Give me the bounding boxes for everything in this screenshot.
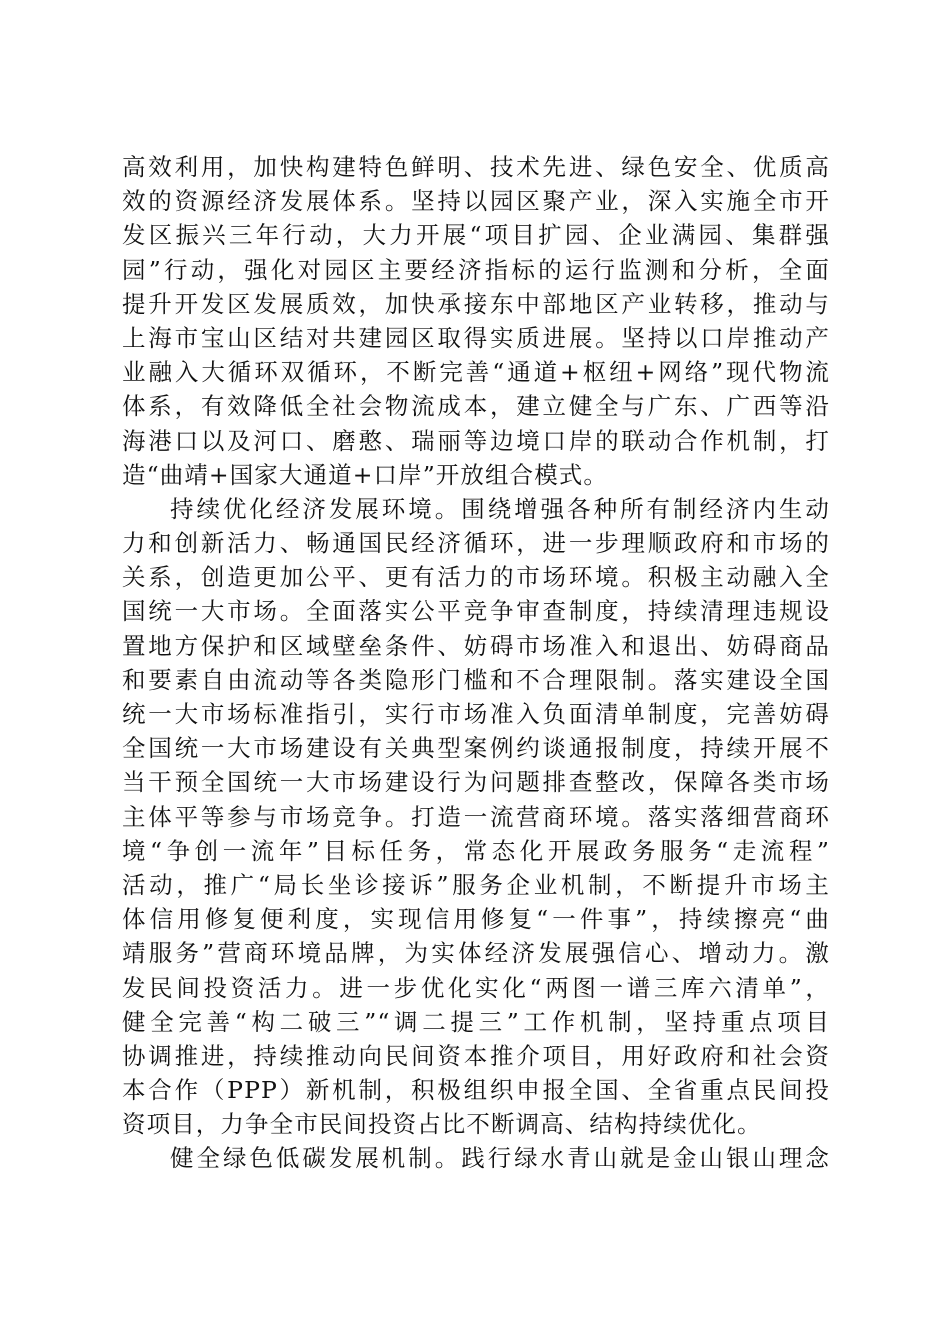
text-line-27: 协调推进，持续推动向民间资本推介项目，用好政府和社会资 xyxy=(122,1041,830,1070)
text-line-18: 全国统一大市场建设有关典型案例约谈通报制度，持续开展不 xyxy=(122,734,830,763)
text-line-10: 造“曲靖+国家大通道+口岸”开放组合模式。 xyxy=(122,460,609,489)
text-line-29: 资项目，力争全市民间投资占比不断调高、结构持续优化。 xyxy=(122,1110,762,1139)
text-line-14: 国统一大市场。全面落实公平竞争审查制度，持续清理违规设 xyxy=(122,597,830,626)
text-line-23: 体信用修复便利度，实现信用修复“一件事”，持续擦亮“曲 xyxy=(122,905,830,934)
text-line-11: 持续优化经济发展环境。围绕增强各种所有制经济内生动 xyxy=(170,494,830,523)
text-line-2: 效的资源经济发展体系。坚持以园区聚产业，深入实施全市开 xyxy=(122,187,830,216)
text-line-22: 活动，推广“局长坐诊接诉”服务企业机制，不断提升市场主 xyxy=(122,870,830,899)
text-line-25: 发民间投资活力。进一步优化实化“两图一谱三库六清单”， xyxy=(122,973,830,1002)
text-line-16: 和要素自由流动等各类隐形门槛和不合理限制。落实建设全国 xyxy=(122,665,830,694)
text-line-19: 当干预全国统一大市场建设行为问题排查整改，保障各类市场 xyxy=(122,768,830,797)
text-line-3: 发区振兴三年行动，大力开展“项目扩园、企业满园、集群强 xyxy=(122,221,830,250)
text-line-12: 力和创新活力、畅通国民经济循环，进一步理顺政府和市场的 xyxy=(122,529,830,558)
text-line-9: 海港口以及河口、磨憨、瑞丽等边境口岸的联动合作机制，打 xyxy=(122,426,830,455)
document-body xyxy=(122,150,830,1176)
text-line-5: 提升开发区发展质效，加快承接东中部地区产业转移，推动与 xyxy=(122,289,830,318)
text-line-6: 上海市宝山区结对共建园区取得实质进展。坚持以口岸推动产 xyxy=(122,323,830,352)
text-line-30: 健全绿色低碳发展机制。践行绿水青山就是金山银山理念 xyxy=(170,1144,830,1173)
text-line-7: 业融入大循环双循环，不断完善“通道+枢纽+网络”现代物流 xyxy=(122,358,830,387)
text-line-20: 主体平等参与市场竞争。打造一流营商环境。落实落细营商环 xyxy=(122,802,830,831)
text-line-24: 靖服务”营商环境品牌，为实体经济发展强信心、增动力。激 xyxy=(122,939,830,968)
text-line-4: 园”行动，强化对园区主要经济指标的运行监测和分析，全面 xyxy=(122,255,830,284)
text-line-17: 统一大市场标准指引，实行市场准入负面清单制度，完善妨碍 xyxy=(122,700,830,728)
text-line-26: 健全完善“构二破三”“调二提三”工作机制，坚持重点项目 xyxy=(122,1007,830,1036)
text-line-8: 体系，有效降低全社会物流成本，建立健全与广东、广西等沿 xyxy=(122,392,830,421)
text-line-13: 关系，创造更加公平、更有活力的市场环境。积极主动融入全 xyxy=(122,563,830,592)
text-line-21: 境“争创一流年”目标任务，常态化开展政务服务“走流程” xyxy=(122,836,830,865)
text-line-28: 本合作（PPP）新机制，积极组织申报全国、全省重点民间投 xyxy=(122,1076,830,1105)
text-line-15: 置地方保护和区域壁垒条件、妨碍市场准入和退出、妨碍商品 xyxy=(122,631,830,660)
text-line-1: 高效利用，加快构建特色鲜明、技术先进、绿色安全、优质高 xyxy=(122,153,830,181)
